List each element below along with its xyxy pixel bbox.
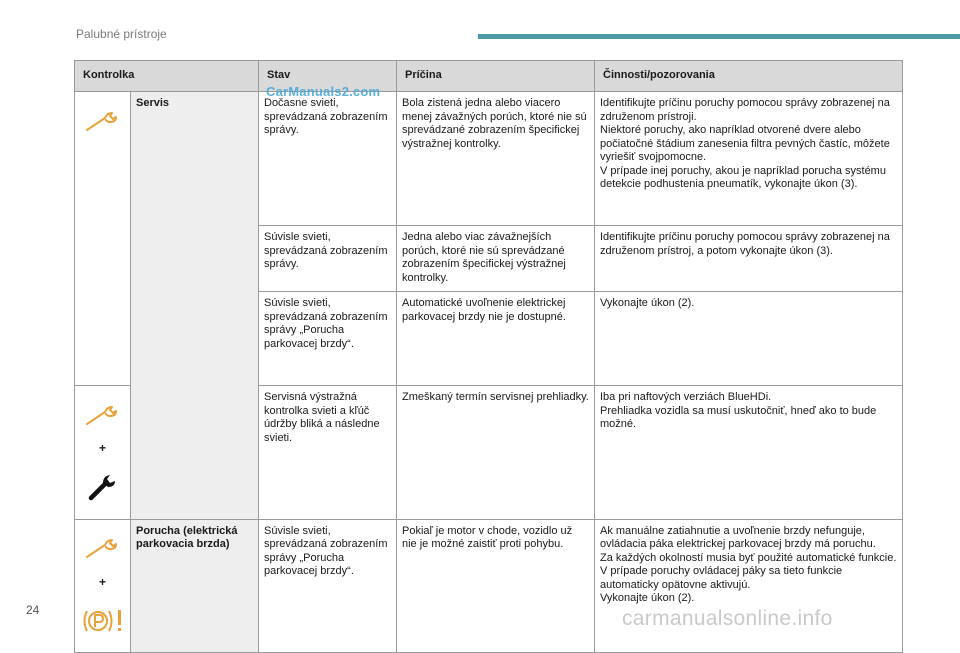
wrench-outline-icon: [85, 405, 121, 427]
stav-cell: Servisná výstražná kontrolka svieti a kľúč údržby bliká a následne svieti.: [259, 386, 397, 520]
wrench-outline-icon: [85, 111, 121, 133]
watermark-carmanualsonline: carmanualsonline.info: [622, 607, 833, 630]
stav-cell: Súvisle svieti, sprevádzaná zobrazením správy „Porucha parkovacej brzdy“.: [259, 519, 397, 653]
cinnosti-cell: Vykonajte úkon (2).: [595, 292, 903, 386]
wrench-solid-icon: [88, 473, 118, 501]
cinnosti-cell: Identifikujte príčinu poruchy pomocou správy zobrazenej na združenom prístroji. Niektoré poruchy, ako napríklad otvorené dvere alebo počiatočné štádium zanesenia filtra pevných častíc, môžete vyriešiť svojpomocne. V prípade inej poruchy, akou je napríklad porucha systému detekcie podhustenia pneumatík, vykonajte úkon (3).: [595, 92, 903, 226]
icon-cell: [75, 92, 131, 386]
cinnosti-cell: Ak manuálne zatiahnutie a uvoľnenie brzdy nefunguje, ovládacia páka elektrickej parkovacej brzdy má poruchu. Za každých okolností musia byť použité automatické funkcie. V prípade poruchy ovládacej páky sa tieto funkcie automaticky opätovne aktivujú. Vykonajte úkon (2).: [595, 519, 903, 653]
column-header-cinnosti: Činnosti/pozorovania: [595, 61, 903, 92]
pricina-cell: Zmeškaný termín servisnej prehliadky.: [397, 386, 595, 520]
stav-cell: Dočasne svieti, sprevádzaná zobrazením správy.: [259, 92, 397, 226]
pricina-cell: Jedna alebo viac závažnejších porúch, ktoré nie sú sprevádzané zobrazením špecifickej výstražnej kontrolky.: [397, 226, 595, 292]
icon-cell: [75, 386, 131, 520]
stav-cell: Súvisle svieti, sprevádzaná zobrazením správy.: [259, 226, 397, 292]
wrench-outline-icon: [85, 538, 121, 560]
plus-sign: +: [98, 574, 106, 589]
warning-lights-table: [74, 60, 903, 653]
column-header-kontrolka: Kontrolka: [75, 61, 259, 92]
page-header-title: Palubné prístroje: [76, 27, 167, 41]
pricina-cell: Automatické uvoľnenie elektrickej parkovacej brzdy nie je dostupné.: [397, 292, 595, 386]
stav-cell: Súvisle svieti, sprevádzaná zobrazením správy „Porucha parkovacej brzdy“.: [259, 292, 397, 386]
table-row: [75, 92, 903, 226]
table-row: [75, 519, 903, 653]
column-header-pricina: Príčina: [397, 61, 595, 92]
table-header-row: [75, 61, 903, 92]
column-header-stav: Stav: [259, 61, 397, 92]
servis-label: Servis: [131, 92, 259, 520]
pricina-cell: Pokiaľ je motor v chode, vozidlo už nie je možné zaistiť proti pohybu.: [397, 519, 595, 653]
cinnosti-cell: Identifikujte príčinu poruchy pomocou správy zobrazenej na združenom prístroj, a potom vykonajte úkon (3).: [595, 226, 903, 292]
porucha-label: Porucha (elektrická parkovacia brzda): [131, 519, 259, 653]
pricina-cell: Bola zistená jedna alebo viacero menej závažných porúch, ktoré nie sú sprevádzané zobrazením špecifickej výstražnej kontrolky.: [397, 92, 595, 226]
cinnosti-cell: Iba pri naftových verziách BlueHDi. Prehliadka vozidla sa musí uskutočniť, hneď ako to bude možné.: [595, 386, 903, 520]
icon-cell: [75, 519, 131, 653]
watermark-carmanuals2: CarManuals2.com: [266, 84, 381, 99]
plus-sign: +: [98, 441, 106, 455]
page-number: 24: [26, 603, 40, 617]
parking-brake-fault-icon: [81, 607, 125, 635]
header-accent-bar: [478, 34, 960, 39]
